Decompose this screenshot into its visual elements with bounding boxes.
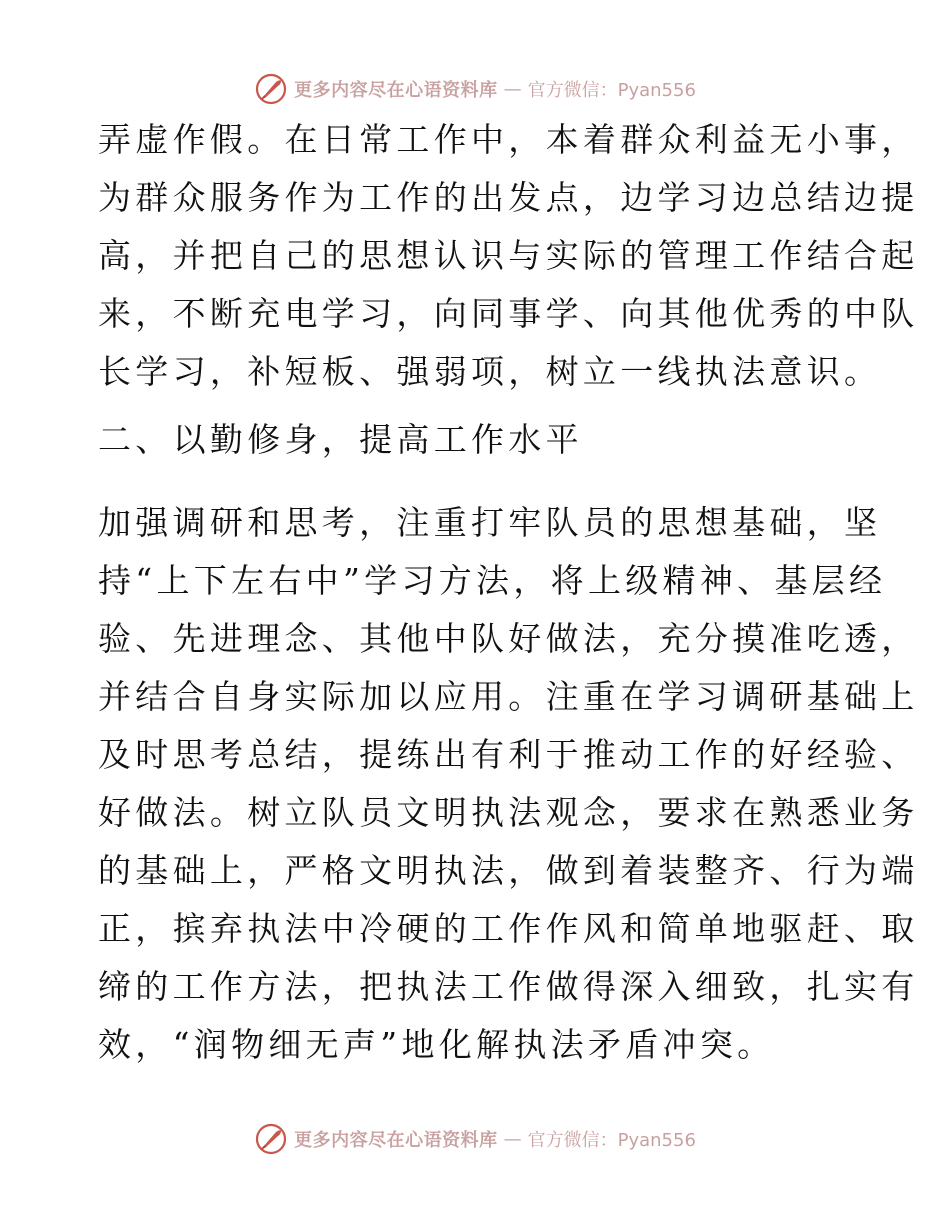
body-line: 弄虚作假。在日常工作中，本着群众利益无小事，: [98, 120, 919, 159]
header-brand-text: 更多内容尽在心语资料库: [294, 80, 498, 101]
quill-logo-icon: [254, 1122, 288, 1156]
body-line: 来，不断充电学习，向同事学、向其他优秀的中队: [98, 294, 919, 333]
body-line: 持“上下左右中”学习方法，将上级精神、基层经: [98, 561, 887, 600]
body-line: 加强调研和思考，注重打牢队员的思想基础，坚: [98, 503, 882, 542]
footer-wechat-text: 官方微信：Pyan556: [527, 1130, 696, 1151]
body-line: 高，并把自己的思想认识与实际的管理工作结合起: [98, 236, 919, 275]
footer-separator: —: [503, 1128, 522, 1150]
section-heading: 二、以勤修身，提高工作水平: [98, 420, 583, 459]
footer-brand-text: 更多内容尽在心语资料库: [294, 1130, 498, 1151]
body-line: 效，“润物细无声”地化解执法矛盾冲突。: [98, 1025, 775, 1064]
body-line: 缔的工作方法，把执法工作做得深入细致，扎实有: [98, 967, 919, 1006]
header-separator: —: [503, 78, 522, 100]
body-line: 好做法。树立队员文明执法观念，要求在熟悉业务: [98, 793, 919, 832]
body-line: 验、先进理念、其他中队好做法，充分摸准吃透，: [98, 619, 919, 658]
body-line: 正，摈弃执法中冷硬的工作作风和简单地驱赶、取: [98, 909, 919, 948]
body-line: 为群众服务作为工作的出发点，边学习边总结边提: [98, 178, 919, 217]
header-wechat-text: 官方微信：Pyan556: [527, 80, 696, 101]
footer-banner: [0, 1122, 950, 1156]
body-line: 的基础上，严格文明执法，做到着装整齐、行为端: [98, 851, 919, 890]
body-line: 长学习，补短板、强弱项，树立一线执法意识。: [98, 352, 882, 391]
quill-logo-icon: [254, 72, 288, 106]
header-banner: [0, 72, 950, 106]
body-line: 及时思考总结，提练出有利于推动工作的好经验、: [98, 735, 919, 774]
body-line: 并结合自身实际加以应用。注重在学习调研基础上: [98, 677, 919, 716]
